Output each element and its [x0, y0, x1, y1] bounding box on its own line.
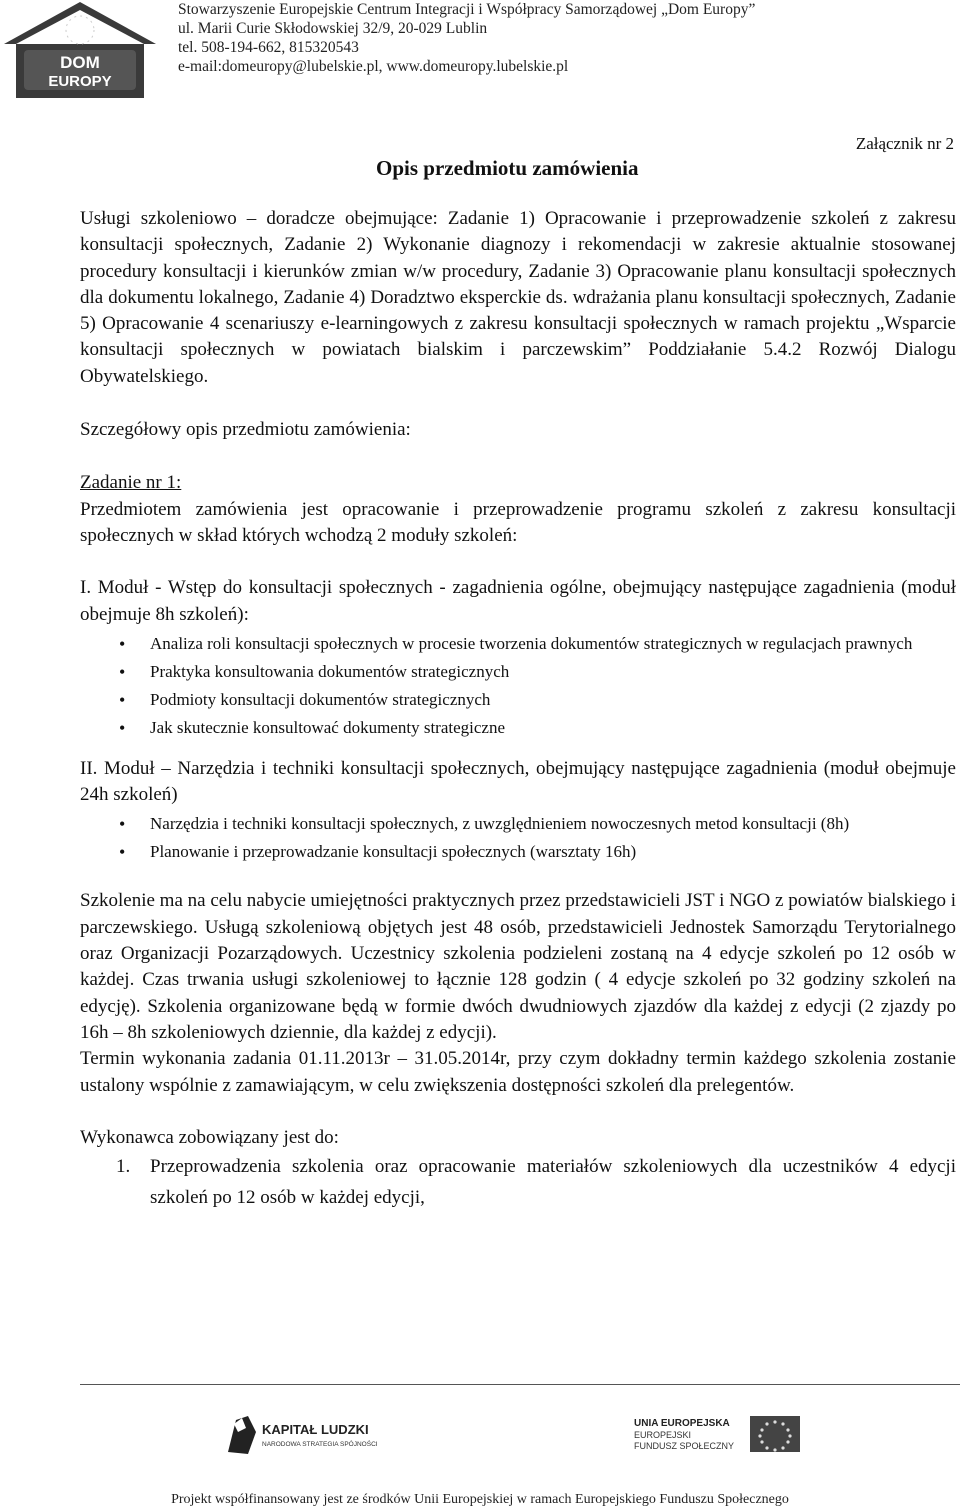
svg-text:NARODOWA STRATEGIA SPÓJNOŚCI: NARODOWA STRATEGIA SPÓJNOŚCI: [262, 1441, 378, 1448]
page-title: Opis przedmiotu zamówienia: [376, 156, 639, 180]
obligations-heading: Wykonawca zobowiązany jest do:: [80, 1126, 339, 1148]
list-item: • Narzędzia i techniki konsultacji społecznych, z uwzględnieniem nowoczesnych metod konsultacji (8h): [150, 810, 956, 838]
org-phone: tel. 508-194-662, 815320543: [178, 39, 359, 56]
svg-text:FUNDUSZ SPOŁECZNY: FUNDUSZ SPOŁECZNY: [634, 1441, 735, 1451]
svg-text:DOM: DOM: [60, 53, 100, 72]
module1-list: [80, 630, 956, 742]
module2-intro: II. Moduł – Narzędzia i techniki konsultacji społecznych, obejmujący następujące zagadnienia (moduł obejmuje 24h szkoleń): [80, 757, 956, 806]
obligations-list: [80, 1151, 956, 1213]
svg-text:EUROPY: EUROPY: [48, 73, 112, 90]
dom-europy-logo: [0, 0, 160, 100]
document-body: [80, 206, 956, 1213]
org-email-web[interactable]: e-mail:domeuropy@lubelskie.pl, www.domeuropy.lubelskie.pl: [178, 58, 569, 75]
organization-header: [178, 0, 958, 76]
list-item: • Podmioty konsultacji dokumentów strategicznych: [150, 686, 956, 714]
detail-heading: Szczegółowy opis przedmiotu zamówienia:: [80, 419, 411, 441]
footer-divider: [80, 1384, 960, 1385]
list-text: Przeprowadzenia szkolenia oraz opracowanie materiałów szkoleniowych dla uczestników 4 edycji szkoleń po 12 osób w każdej edycji,: [150, 1156, 956, 1209]
list-item: • Jak skutecznie konsultować dokumenty strategiczne: [150, 714, 956, 742]
list-item: [116, 1151, 956, 1213]
svg-text:KAPITAŁ LUDZKI: KAPITAŁ LUDZKI: [262, 1422, 369, 1437]
module2-list: [80, 810, 956, 866]
task1-text: Przedmiotem zamówienia jest opracowanie i przeprowadzenie programu szkoleń z zakresu konsultacji społecznych w skład których wchodzą 2 moduły szkoleń:: [80, 498, 956, 546]
task1-heading: Zadanie nr 1:: [80, 472, 182, 494]
training-paragraph: Szkolenie ma na celu nabycie umiejętności praktycznych przez przedstawicieli JST i NGO z powiatów bialskiego i parczewskiego. Usługą szkoleniową objętych jest 48 osób, przedstawicieli Jednostek Samorządu Terytorialnego oraz Organizacji Pozarządowych. Uczestnicy szkolenia podzieleni zostaną na 4 edycje szkoleń po 12 osób w każdej. Czas trwania usługi szkoleniowej to łącznie 128 godzin ( 4 edycje szkoleń po 32 godziny szkoleń na edycję). Szkolenia organizowane będą w formie dwóch dwudniowych zjazdów dla każdej z edycji (2 zjazdy po 16h – 8h szkoleniowych dziennie, dla każdej z edycji).: [80, 890, 957, 1043]
unia-europejska-logo: [632, 1412, 802, 1458]
deadline-paragraph: Termin wykonania zadania 01.11.2013r – 31.05.2014r, przy czym dokładny termin każdego szkolenia zostanie ustalony wspólnie z zamawiającym, w celu zwiększenia dostępności szkoleń dla prelegentów.: [80, 1048, 956, 1096]
list-item: • Analiza roli konsultacji społecznych w procesie tworzenia dokumentów strategicznych w regulacjach prawnych: [150, 630, 956, 658]
list-number: 1.: [116, 1156, 131, 1178]
org-address: ul. Marii Curie Skłodowskiej 32/9, 20-029 Lublin: [178, 20, 488, 37]
org-name: Stowarzyszenie Europejskie Centrum Integracji i Współpracy Samorządowej „Dom Europy”: [178, 1, 756, 18]
svg-text:UNIA EUROPEJSKA: UNIA EUROPEJSKA: [634, 1418, 730, 1429]
module1-intro: I. Moduł - Wstęp do konsultacji społecznych - zagadnienia ogólne, obejmujący następujące zagadnienia (moduł obejmuje 8h szkoleń):: [80, 577, 956, 625]
list-item: • Praktyka konsultowania dokumentów strategicznych: [150, 658, 956, 686]
footer-note: Projekt współfinansowany jest ze środków Unii Europejskiej w ramach Europejskiego Funduszu Społecznego: [171, 1492, 789, 1507]
kapital-ludzki-logo: [226, 1414, 406, 1456]
svg-text:EUROPEJSKI: EUROPEJSKI: [634, 1430, 692, 1440]
list-item: • Planowanie i przeprowadzanie konsultacji społecznych (warsztaty 16h): [150, 838, 956, 866]
intro-paragraph: Usługi szkoleniowo – doradcze obejmujące: Zadanie 1) Opracowanie i przeprowadzenie szkoleń z zakresu konsultacji społecznych, Zadanie 2) Wykonanie diagnozy i rekomendacji w zakresie aktualnie stosowanej procedury konsultacji i kierunków zmian w/w procedury, Zadanie 3) Opracowanie planu konsultacji społecznych dla dokumentu lokalnego, Zadanie 4) Doradztwo eksperckie ds. wdrażania planu konsultacji społecznych, Zadanie 5) Opracowanie 4 scenariuszy e-learningowych z zakresu konsultacji społecznych w ramach projektu „Wsparcie konsultacji społecznych w powiatach bialskim i parczewskim” Poddziałanie 5.4.2 Rozwój Dialogu Obywatelskiego.: [80, 208, 956, 387]
attachment-label: Załącznik nr 2: [855, 134, 954, 153]
